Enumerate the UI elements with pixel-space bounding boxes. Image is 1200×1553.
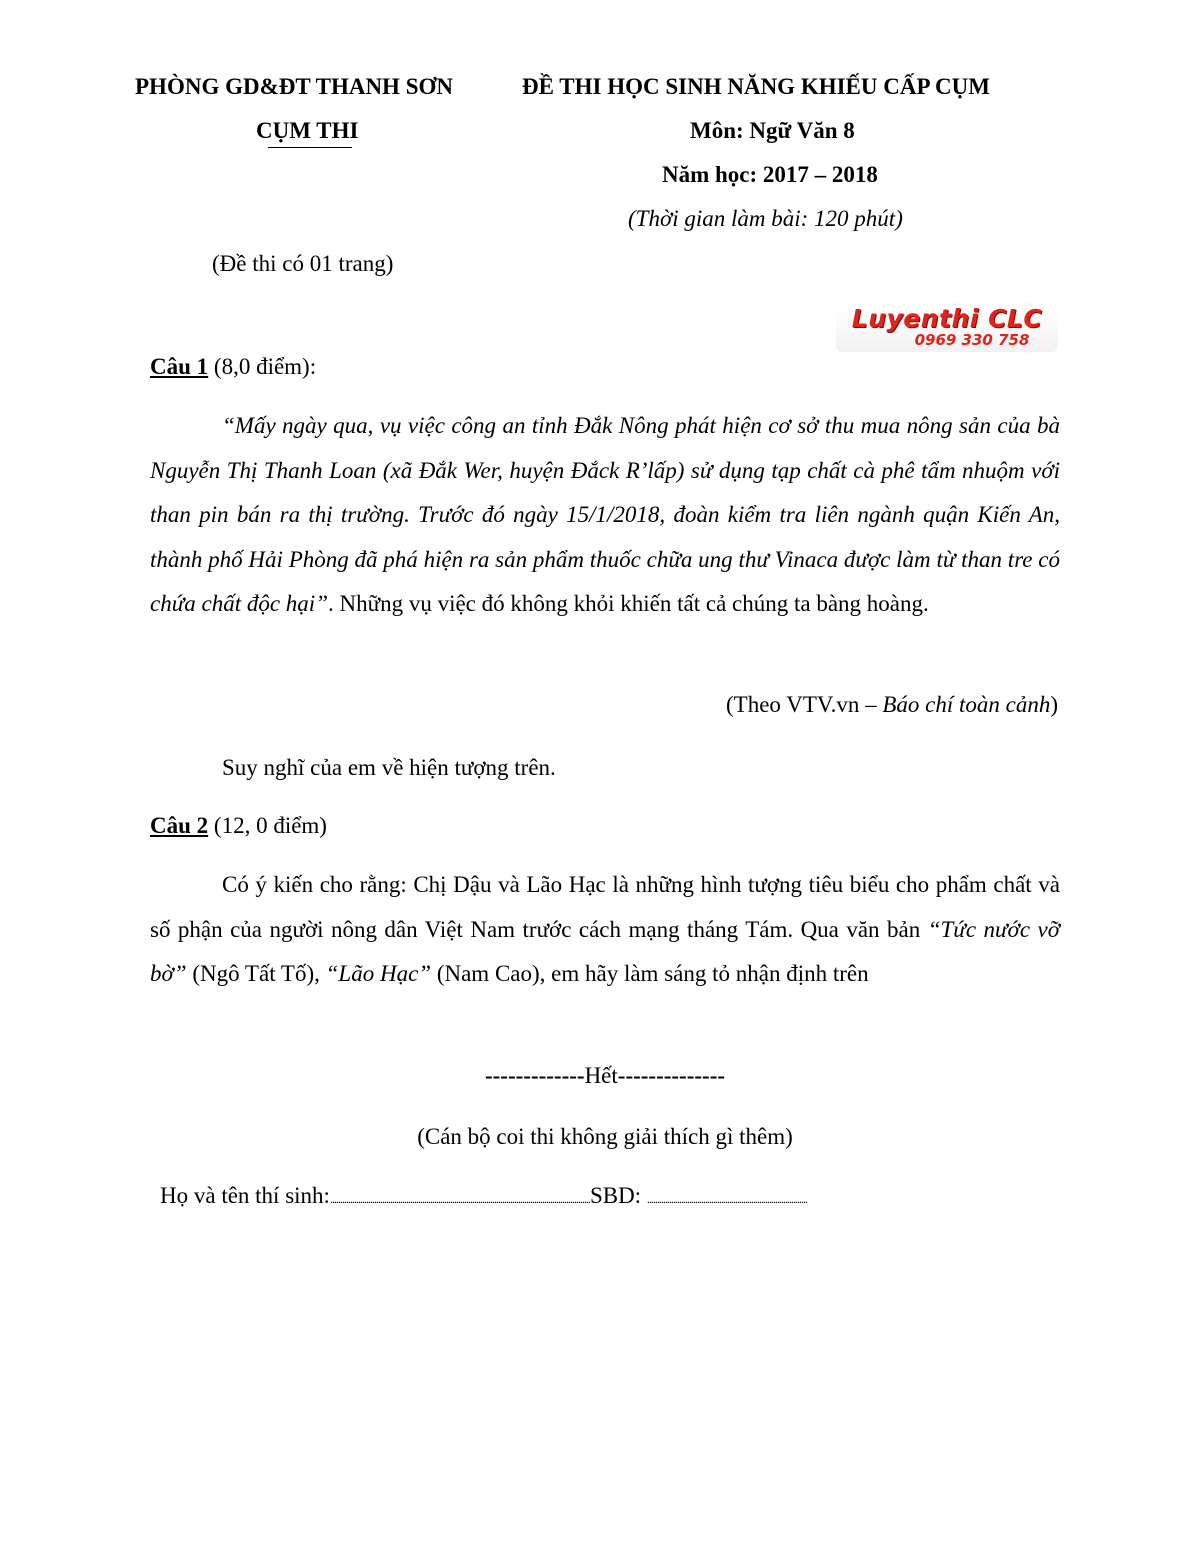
cluster-label: CỤM THI [256,118,359,143]
end-marker [0,1063,1200,1089]
school-year: Năm học: 2017 – 2018 [662,162,878,187]
question-1-label: Câu 1 [150,354,209,379]
question-2-text-3: (Nam Cao), em hãy làm sáng tỏ nhận định trên [431,961,869,986]
proctor-note: (Cán bộ coi thi không giải thích gì thêm) [417,1124,793,1149]
candidate-info-line [160,1183,807,1209]
department-name: PHÒNG GD&ĐT THANH SƠN [135,74,453,99]
question-2-label: Câu 2 [150,813,209,838]
exam-subject: Môn: Ngữ Văn 8 [690,118,855,143]
question-2-work-2: “Lão Hạc” [325,961,432,986]
question-1-source [726,692,1058,718]
question-2-points: (12, 0 điểm) [208,813,327,838]
page-count-note: (Đề thi có 01 trang) [212,251,394,276]
question-2-heading [150,813,327,839]
exam-title: ĐỀ THI HỌC SINH NĂNG KHIẾU CẤP CỤM [522,74,990,99]
question-1-points: (8,0 điểm): [208,354,317,379]
question-1-quote: “Mấy ngày qua, vụ việc công an tỉnh Đắk Nông phát hiện cơ sở thu mua nông sản của bà Nguyễn Thị Thanh Loan (xã Đắk Wer, huyện Đắck R’lấp) sử dụng tạp chất cà phê tẩm nhuộm với than pin bán ra thị trường. Trước đó ngày 15/1/2018, đoàn kiểm tra liên ngành quận Kiến An, thành phố Hải Phòng đã phá hiện ra sản phẩm thuốc chữa ung thư Vinaca được làm từ than tre có chứa chất độc hại” [150,413,1060,616]
question-1-passage [150,404,1060,627]
source-title: Báo chí toàn cảnh [882,692,1051,717]
sbd-label: SBD: [589,1183,647,1208]
end-word: Hết [584,1063,618,1088]
logo-phone: 0969 330 758 [914,331,1030,349]
logo-name: Luyenthi CLC [851,304,1043,333]
question-2-text-1: Có ý kiến cho rằng: Chị Dậu và Lão Hạc là những hình tượng tiêu biểu cho phẩm chất và số phận của người nông dân Việt Nam trước cách mạng tháng Tám. Qua văn bản [150,872,1060,942]
question-1-task: Suy nghĩ của em về hiện tượng trên. [222,755,556,780]
exam-duration: (Thời gian làm bài: 120 phút) [628,206,903,231]
question-1-heading [150,354,316,380]
source-prefix: (Theo VTV.vn – [726,692,883,717]
candidate-name-label: Họ và tên thí sinh: [160,1183,330,1208]
candidate-name-dots: .................................................................................................................................. [329,1192,590,1206]
sbd-dots: ................................................................................ [646,1192,807,1206]
source-suffix: ) [1050,692,1058,717]
question-2-work-1: “Tức nước vỡ bờ” [150,916,1060,986]
question-1-after-quote: . Những vụ việc đó không khỏi khiến tất cả chúng ta bàng hoàng. [328,591,929,616]
cluster-underline [268,147,352,148]
luyenthi-logo [836,306,1058,352]
end-right-dashes: -------------- [617,1063,726,1088]
question-2-passage [150,863,1060,997]
end-left-dashes: ------------- [484,1063,585,1088]
question-2-text-2: (Ngô Tất Tố), [186,961,326,986]
